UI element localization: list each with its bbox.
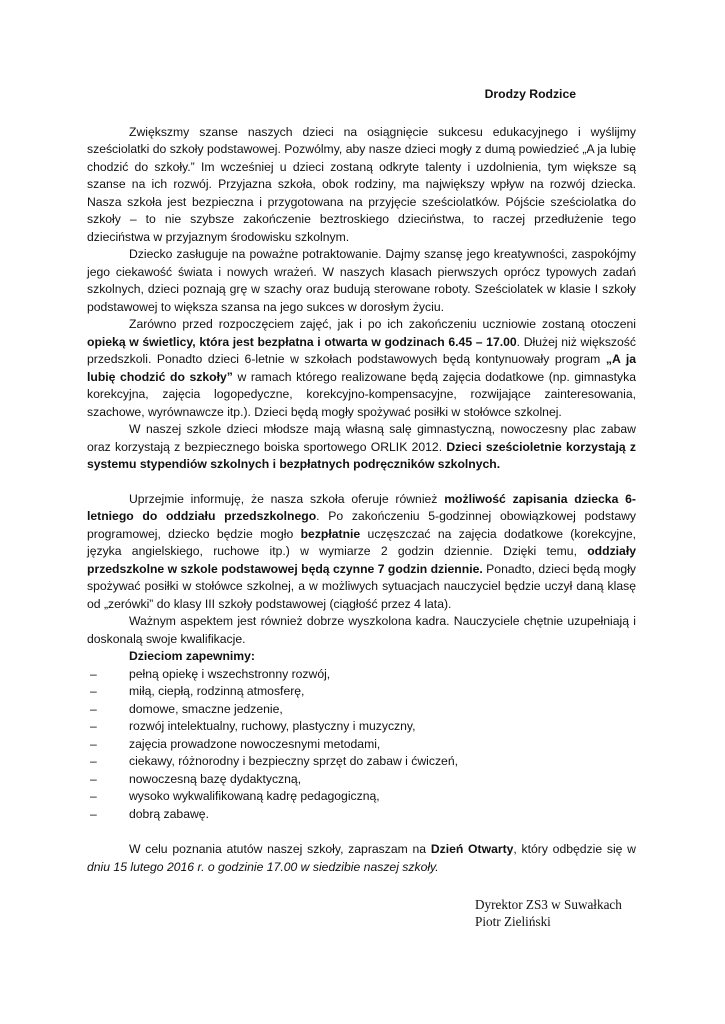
letter bbox=[87, 86, 636, 930]
paragraph-facilities: W naszej szkole dzieci młodsze mają własną salę gimnastyczną, nowoczesny plac zabaw oraz korzystają z bezpiecznego boiska sportowego ORLIK 2012. Dzieci sześcioletnie korzystają z systemu stypendiów szkolnych i bezpłatnych podręczników szkolnych. bbox=[87, 422, 636, 471]
provide-heading: Dzieciom zapewnimy: bbox=[129, 649, 255, 663]
benefits-list bbox=[87, 666, 636, 824]
list-item: – pełną opiekę i wszechstronny rozwój, bbox=[90, 666, 331, 681]
signature-name: Piotr Zieliński bbox=[475, 914, 551, 929]
letter-title: Drodzy Rodzice bbox=[484, 87, 576, 101]
signature-title: Dyrektor ZS3 w Suwałkach bbox=[475, 897, 622, 912]
paragraph-staff: Ważnym aspektem jest również dobrze wyszkolona kadra. Nauczyciele chętnie uzupełniają i doskonalą swoje kwalifikacje. bbox=[87, 614, 636, 646]
paragraph-intro: Zwiększmy szanse naszych dzieci na osiągnięcie sukcesu edukacyjnego i wyślijmy sześciolatki do szkoły podstawowej. Pozwólmy, aby nasze dzieci mogły z dumą powiedzieć „A ja lubię chodzić do szkoły.” Im wcześniej u dzieci zostaną odkryte talenty i uzdolnienia, tym większe są szanse na ich rozwój. Przyjazna szkoła, obok rodziny, ma największy wpływ na rozwój dziecka. Nasza szkoła jest bezpieczna i przygotowana na przyjęcie sześciolatków. Pójście sześciolatka do szkoły – to nie szybsze zakończenie beztroskiego dzieciństwa, to raczej przedłużenie tego dzieciństwa w przyjaznym środowisku szkolnym. bbox=[87, 124, 636, 244]
list-item: – zajęcia prowadzone nowoczesnymi metodami, bbox=[90, 736, 381, 751]
list-item: – ciekawy, różnorodny i bezpieczny sprzęt do zabaw i ćwiczeń, bbox=[90, 754, 458, 768]
paragraph-daycare: Zarówno przed rozpoczęciem zajęć, jak i po ich zakończeniu uczniowie zostaną otoczeni opieką w świetlicy, która jest bezpłatna i otwarta w godzinach 6.45 – 17.00. Dłużej niż większość przedszkoli. Ponadto dzieci 6-letnie w szkołach podstawowych będą kontynuowały program „A ja lubię chodzić do szkoły” w ramach którego realizowane będą zajęcia dodatkowe (np. gimnastyka korekcyjna, zajęcia logopedyczne, korekcyjno-kompensacyjne, rozwijające zainteresowania, szachowe, wyrównawcze itp.). Dzieci będą mogły spożywać posiłki w stołówce szkolnej. bbox=[87, 317, 636, 419]
list-item: – dobrą zabawę. bbox=[90, 806, 209, 821]
signature bbox=[475, 896, 636, 930]
paragraph-preschool: Uprzejmie informuję, że nasza szkoła oferuje również możliwość zapisania dziecka 6-letniego do oddziału przedszkolnego. Po zakończeniu 5-godzinnej obowiązkowej podstawy programowej, dziecko będzie mogło bezpłatnie uczęszczać na zajęcia dodatkowe (korekcyjne, języka angielskiego, ruchowe itp.) w wymiarze 2 godzin dziennie. Dzięki temu, oddziały przedszkolne w szkole podstawowej będą czynne 7 godzin dziennie. Ponadto, dzieci będą mogły spożywać posiłki w stołówce szkolnej, a w możliwych sytuacjach nauczyciel będzie uczył daną klasę od „zerówki” do klasy III szkoły podstawowej (ciągłość przez 4 lata). bbox=[87, 491, 637, 611]
list-item: – wysoko wykwalifikowaną kadrę pedagogiczną, bbox=[90, 789, 380, 803]
list-item: – domowe, smaczne jedzenie, bbox=[90, 701, 283, 716]
list-item: – rozwój intelektualny, ruchowy, plastyczny i muzyczny, bbox=[90, 719, 416, 733]
paragraph-open-day: W celu poznania atutów naszej szkoły, zapraszam na Dzień Otwarty, który odbędzie się w dniu 15 lutego 2016 r. o godzinie 17.00 w siedzibie naszej szkoły. bbox=[87, 842, 636, 874]
list-item: – nowoczesną bazę dydaktyczną, bbox=[90, 771, 302, 786]
paragraph-child: Dziecko zasługuje na poważne potraktowanie. Dajmy szansę jego kreatywności, zaspokójmy jego ciekawość świata i nowych wrażeń. W naszych klasach pierwszych oprócz typowych zadań szkolnych, dzieci poznają grę w szachy oraz budują sterowane roboty. Sześciolatek w klasie I szkoły podstawowej to większa szansa na jego sukces w dorosłym życiu. bbox=[87, 247, 636, 314]
list-item: – miłą, ciepłą, rodzinną atmosferę, bbox=[90, 684, 305, 698]
